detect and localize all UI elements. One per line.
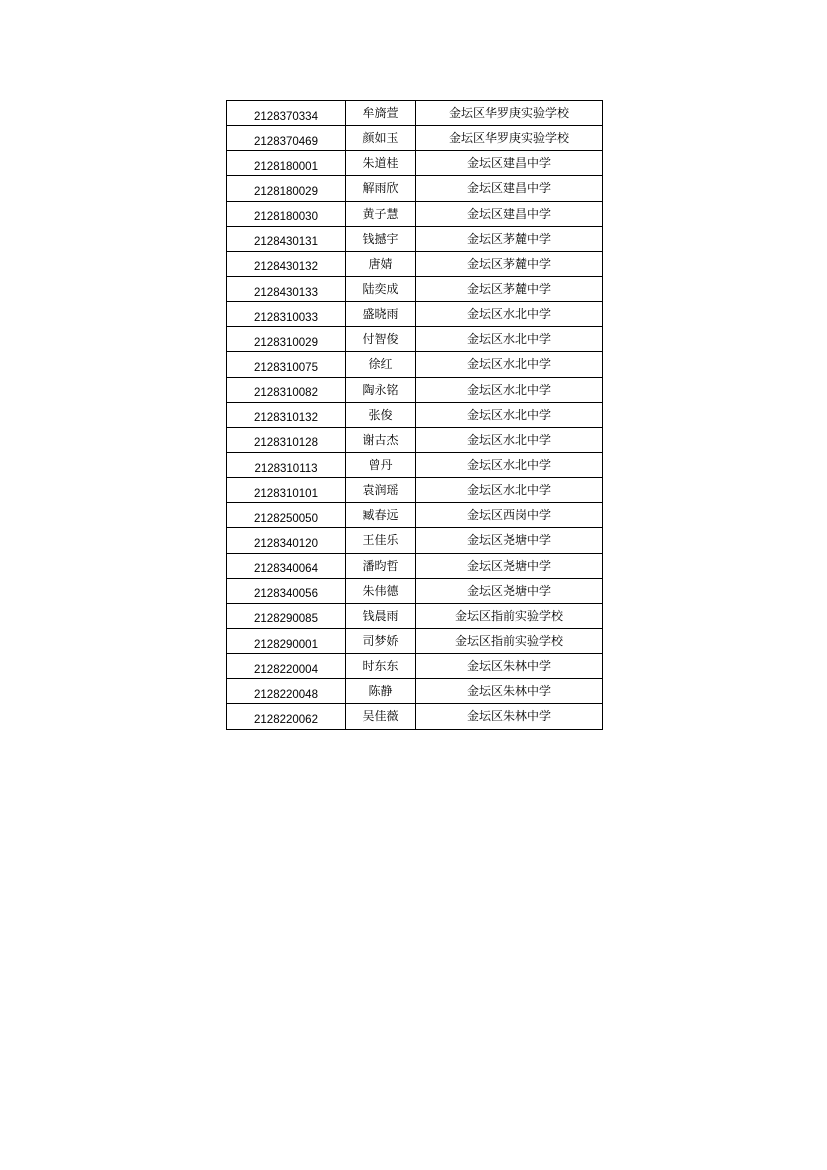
school-name-cell: 金坛区华罗庚实验学校: [416, 126, 603, 151]
student-id-cell: 2128310075: [227, 352, 346, 377]
student-id-cell: 2128310101: [227, 478, 346, 503]
school-name-cell: 金坛区朱林中学: [416, 679, 603, 704]
school-name-cell: 金坛区尧塘中学: [416, 528, 603, 553]
school-name-cell: 金坛区茅麓中学: [416, 251, 603, 276]
student-id-cell: 2128430131: [227, 226, 346, 251]
student-id-cell: 2128310033: [227, 302, 346, 327]
school-name-cell: 金坛区西岗中学: [416, 503, 603, 528]
table-row: [227, 603, 603, 628]
student-id-cell: 2128310128: [227, 427, 346, 452]
student-id-cell: 2128310029: [227, 327, 346, 352]
table-row: [227, 201, 603, 226]
school-name-cell: 金坛区指前实验学校: [416, 603, 603, 628]
table-row: [227, 377, 603, 402]
school-name-cell: 金坛区茅麓中学: [416, 276, 603, 301]
student-id-cell: 2128220048: [227, 679, 346, 704]
school-name-cell: 金坛区水北中学: [416, 302, 603, 327]
school-name-cell: 金坛区水北中学: [416, 427, 603, 452]
student-name-cell: 解雨欣: [346, 176, 416, 201]
table-row: [227, 478, 603, 503]
student-name-cell: 朱道桂: [346, 151, 416, 176]
table-row: [227, 427, 603, 452]
student-id-cell: 2128290085: [227, 603, 346, 628]
student-name-cell: 钱晨雨: [346, 603, 416, 628]
table-row: [227, 452, 603, 477]
school-name-cell: 金坛区朱林中学: [416, 704, 603, 729]
school-name-cell: 金坛区尧塘中学: [416, 553, 603, 578]
student-id-cell: 2128290001: [227, 628, 346, 653]
student-id-cell: 2128340120: [227, 528, 346, 553]
school-name-cell: 金坛区茅麓中学: [416, 226, 603, 251]
student-name-cell: 颜如玉: [346, 126, 416, 151]
student-name-cell: 张俊: [346, 402, 416, 427]
table-row: [227, 126, 603, 151]
school-name-cell: 金坛区水北中学: [416, 327, 603, 352]
table-row: [227, 151, 603, 176]
school-name-cell: 金坛区尧塘中学: [416, 578, 603, 603]
school-name-cell: 金坛区指前实验学校: [416, 628, 603, 653]
table-row: [227, 302, 603, 327]
table-row: [227, 101, 603, 126]
student-name-cell: 陆奕成: [346, 276, 416, 301]
school-name-cell: 金坛区朱林中学: [416, 654, 603, 679]
student-id-cell: 2128310132: [227, 402, 346, 427]
student-name-cell: 钱撼宇: [346, 226, 416, 251]
student-name-cell: 陶永铭: [346, 377, 416, 402]
roster-table-body: [227, 101, 603, 730]
student-name-cell: 时东东: [346, 654, 416, 679]
student-name-cell: 牟旖萱: [346, 101, 416, 126]
table-row: [227, 276, 603, 301]
student-name-cell: 陈静: [346, 679, 416, 704]
school-name-cell: 金坛区华罗庚实验学校: [416, 101, 603, 126]
student-id-cell: 2128250050: [227, 503, 346, 528]
student-name-cell: 徐红: [346, 352, 416, 377]
student-id-cell: 2128370334: [227, 101, 346, 126]
student-name-cell: 付智俊: [346, 327, 416, 352]
student-id-cell: 2128430133: [227, 276, 346, 301]
student-id-cell: 2128220062: [227, 704, 346, 729]
student-name-cell: 吴佳薇: [346, 704, 416, 729]
school-name-cell: 金坛区水北中学: [416, 352, 603, 377]
student-name-cell: 曾丹: [346, 452, 416, 477]
student-name-cell: 袁润瑶: [346, 478, 416, 503]
student-id-cell: 2128310113: [227, 452, 346, 477]
student-name-cell: 潘昀哲: [346, 553, 416, 578]
table-row: [227, 352, 603, 377]
student-name-cell: 王佳乐: [346, 528, 416, 553]
student-name-cell: 谢古杰: [346, 427, 416, 452]
student-id-cell: 2128180001: [227, 151, 346, 176]
table-row: [227, 402, 603, 427]
table-row: [227, 628, 603, 653]
student-name-cell: 唐婧: [346, 251, 416, 276]
table-row: [227, 503, 603, 528]
student-name-cell: 臧春远: [346, 503, 416, 528]
student-id-cell: 2128310082: [227, 377, 346, 402]
table-row: [227, 679, 603, 704]
student-name-cell: 黄子慧: [346, 201, 416, 226]
student-id-cell: 2128180030: [227, 201, 346, 226]
table-row: [227, 578, 603, 603]
table-row: [227, 327, 603, 352]
student-id-cell: 2128430132: [227, 251, 346, 276]
school-name-cell: 金坛区水北中学: [416, 452, 603, 477]
table-row: [227, 251, 603, 276]
table-row: [227, 226, 603, 251]
student-id-cell: 2128220004: [227, 654, 346, 679]
student-id-cell: 2128370469: [227, 126, 346, 151]
school-name-cell: 金坛区水北中学: [416, 402, 603, 427]
school-name-cell: 金坛区建昌中学: [416, 176, 603, 201]
school-name-cell: 金坛区水北中学: [416, 377, 603, 402]
student-name-cell: 盛晓雨: [346, 302, 416, 327]
school-name-cell: 金坛区建昌中学: [416, 201, 603, 226]
table-row: [227, 528, 603, 553]
school-name-cell: 金坛区水北中学: [416, 478, 603, 503]
student-name-cell: 朱伟德: [346, 578, 416, 603]
table-row: [227, 654, 603, 679]
school-name-cell: 金坛区建昌中学: [416, 151, 603, 176]
table-row: [227, 553, 603, 578]
student-id-cell: 2128340056: [227, 578, 346, 603]
student-roster-table: [226, 100, 603, 730]
student-name-cell: 司梦娇: [346, 628, 416, 653]
student-id-cell: 2128180029: [227, 176, 346, 201]
student-id-cell: 2128340064: [227, 553, 346, 578]
table-row: [227, 176, 603, 201]
table-row: [227, 704, 603, 729]
